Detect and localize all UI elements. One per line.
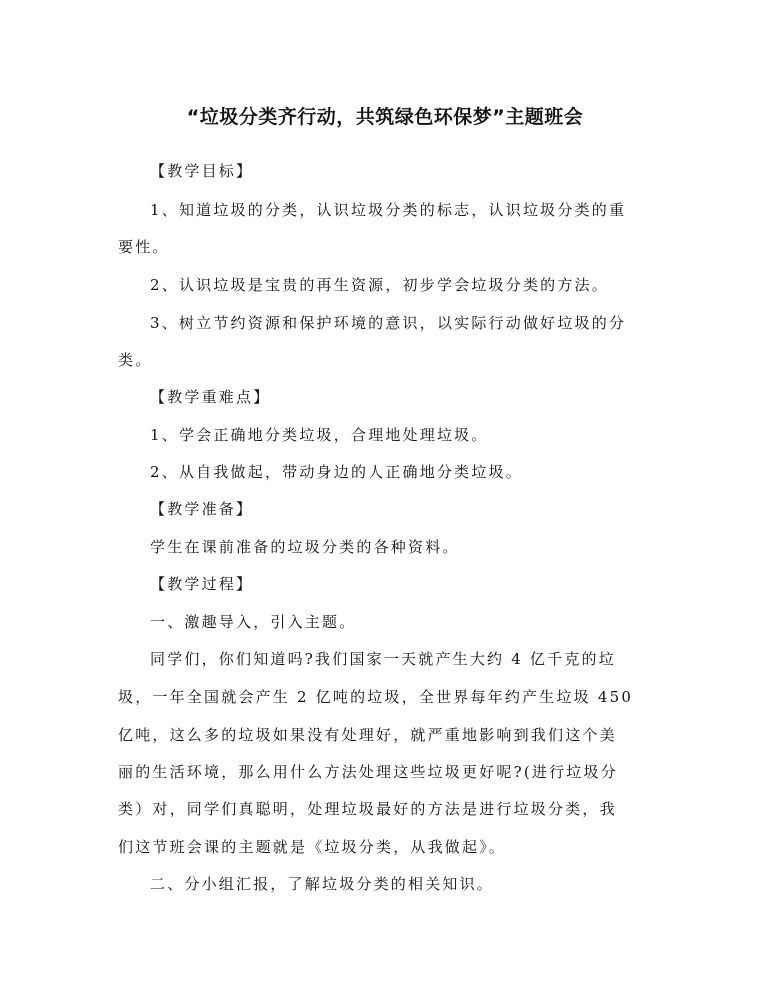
paragraph-line: 们这节班会课的主题就是《垃圾分类，从我做起》。 [118,838,507,856]
section-heading-preparation: 【教学准备】 [150,500,254,518]
paragraph-line: 类。 [118,351,153,369]
paragraph-line: 3、树立节约资源和保护环境的意识，以实际行动做好垃圾的分 [150,314,627,332]
section-heading-key-points: 【教学重难点】 [150,388,271,406]
paragraph-line: 学生在课前准备的垃圾分类的各种资料。 [150,538,460,556]
paragraph-line: 亿吨，这么多的垃圾如果没有处理好，就严重地影响到我们这个美 [118,726,617,744]
paragraph-line: 圾，一年全国就会产生 2 亿吨的垃圾，全世界每年约产生垃圾 450 [118,688,634,706]
paragraph-line: 2、从自我做起，带动身边的人正确地分类垃圾。 [150,463,523,481]
paragraph-line: 一、激趣导入，引入主题。 [150,613,357,631]
document-title: “垃圾分类齐行动，共筑绿色环保梦”主题班会 [186,106,584,128]
paragraph-line: 要性。 [118,238,170,256]
section-heading-process: 【教学过程】 [150,575,254,593]
section-heading-objectives: 【教学目标】 [150,162,254,180]
paragraph-line: 1、知道垃圾的分类，认识垃圾分类的标志，认识垃圾分类的重 [150,201,627,219]
paragraph-line: 2、认识垃圾是宝贵的再生资源，初步学会垃圾分类的方法。 [150,276,609,294]
paragraph-line: 丽的生活环境，那么用什么方法处理这些垃圾更好呢?(进行垃圾分 [118,763,618,781]
paragraph-line: 类）对，同学们真聪明，处理垃圾最好的方法是进行垃圾分类，我 [118,800,617,818]
paragraph-line: 1、学会正确地分类垃圾，合理地处理垃圾。 [150,426,489,444]
paragraph-line: 二、分小组汇报，了解垃圾分类的相关知识。 [150,875,495,893]
paragraph-line: 同学们，你们知道吗?我们国家一天就产生大约 4 亿千克的垃 [150,650,616,668]
